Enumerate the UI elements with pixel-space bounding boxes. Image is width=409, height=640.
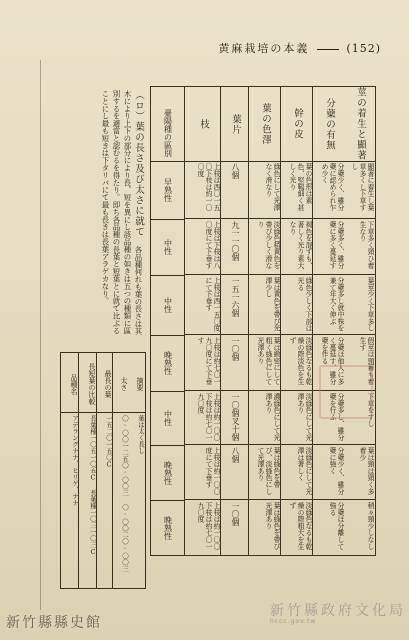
watermark-archive-label: 新竹縣縣史館 [6,615,102,631]
table-cell: 一〇個 [231,502,240,526]
watermark-logo [270,600,409,634]
table-cell: 淡綠色なるも乾燥の際粗大を生ず [288,502,312,550]
table-column [220,87,249,555]
column-head: 枝 [185,87,221,162]
table-column [345,87,375,555]
table-cell: 顯著に着生し葉草多くし下草すし [345,161,375,219]
column-head: 品種名 [61,353,79,413]
column-head: 長短葉の比較 [79,353,97,413]
section-title: （ロ）葉の長さ及び太さに就て [133,90,144,237]
variety-class-column [150,87,185,555]
table-cell: 濃綠色にして光澤あり [249,391,281,445]
table-cell: 葉は黄色を帶び光澤少し [249,275,281,335]
table-cell: 一五二〇一五〇C [105,415,113,469]
table-column [248,87,281,555]
table-cell: 上枝は約一〇〇度にて下垂す [185,445,221,500]
table-column [112,353,129,588]
table-cell: 分蘗少く、雖分蘗に強く [313,445,345,500]
table-cell: 分蘗ほ分離して強る [328,502,344,550]
table-cell: 八個 [221,161,249,219]
column-head: 最長の葉 [97,353,113,413]
table-cell: 〇·〇〇一二五〇·〇〇三 〇·〇〇二〇·〇〇三 [121,415,129,572]
table-cell: 淡綠色にして光澤は著しく [281,445,313,500]
paragraph: 各品種何れも葉の長さは其木により上下の部分により長、短を異にし該品種の如きは五つの種類に區別するを適當と認むるを得たり。即ち各品種の長葉と短葉とに就て比ぶることにし最も短きは下タリバにて最も長きは長葉アラゲカなり。 [101,90,143,335]
table-cell: 葉は頸は頸く多着少 [345,445,375,500]
table-cell: 分蘗少く、雖分蘗に認められ乍め少く [313,161,345,219]
table-column [280,87,313,555]
table-cell: 下草をすし [345,391,375,445]
variety-class: 中性 [151,391,185,446]
variety-class: 晚熟性 [151,445,185,501]
table-cell: 九一一〇個 [221,219,249,275]
table-cell: 上枝は約一〇〇下枝は約七〇一九〇度 [196,502,220,550]
table-column [60,353,79,588]
table-cell: 上枝は約七〇一九〇度にて下垂す [185,335,221,391]
variety-comparison-table [150,86,376,556]
left-margin-rule [40,60,41,610]
table-cell: 分蘗多し、雖分蘗を行ふ [313,391,345,445]
table-cell: 一〇個 [221,335,249,391]
variety-class: 中性 [151,275,185,336]
table-cell: 下草多く頸ひ着生なり [345,219,375,275]
table-column [312,87,345,555]
column-head: 葉の色澤 [249,87,281,162]
table-cell: アデラングナナ、ヒリゲ、ナナ [71,415,79,506]
header-title: 黄麻栽培の本義 [218,42,310,55]
table-cell: 葉の色形は素色、堅靱細く甚しく光り [281,161,313,219]
table-cell: 綠色にして光澤なく滑なり [249,161,281,219]
leaf-size-table [60,352,146,589]
variety-class: 晚熟性 [163,515,173,540]
header-rule [317,49,339,50]
table-cell: 上枝は西一五〇度にて下垂す [185,275,221,335]
library-stamp [319,365,373,419]
table-cell: 稍々頸少しなし [366,502,374,550]
table-cell: 上枝は約一〇〇下枝は約七〇一九〇度 [185,391,221,445]
table-cell: 八個 [221,445,249,500]
variety-class-head: 臺陽種の區別 [163,109,173,157]
column-head: 分蘗の有無 [313,87,345,162]
table-cell: 淡綠色稍黄色を帶び少しく滑なり [249,219,281,275]
table-cell: 分蘗多し就中株を兼て年大く伸ぶ [313,275,345,335]
table-column [78,353,97,588]
table-cell: 淡綠色にして光澤あり [281,391,313,445]
table-cell: 葉は太く長し [137,415,145,454]
watermark-logo-text: 新竹縣政府文化局 [270,603,406,619]
table-cell: 一〇個叉十個 [221,391,249,445]
table-cell: 分蘗ほ他人に多く蔓延す、雖分蘗を作る [313,335,345,391]
table-cell: 一五一六個 [221,275,249,335]
table-cell: 葉は綠色を帶び光澤あり [264,502,280,550]
page-number: (152) [346,42,381,55]
table-cell: 綠色少しく下部は光る [281,275,313,335]
column-head [151,87,185,162]
table-column [184,87,221,555]
table-cell: 淡綠色なるも乾燥の際淡色を生ず [281,335,313,391]
watermark-url: hccc.gov.tw [270,618,317,625]
variety-class: 中性 [151,219,185,276]
body-text [60,90,144,335]
column-head: 莖の着生と顯著 [345,87,375,162]
column-head: 太さ [113,353,129,413]
column-head: 摘要 [129,353,145,413]
table-cell: 葉莖少く下草多し [345,275,375,335]
table-column [129,353,145,588]
page-header [218,40,381,60]
column-head: 幹の皮 [281,87,313,162]
table-cell: 長葉種一〇五一〇五C 長葉種一〇三一〇三C [89,415,97,556]
variety-class: 晚熟性 [151,335,185,392]
table-cell: 葉は緻密にして粗く綠色にして光澤あり [249,335,281,391]
table-cell: 分蘗多く、雖分蘗に多く蔓延す [313,219,345,275]
table-cell: 葉は綠色を帶び、淡綠色にして光澤あり [249,445,281,500]
table-cell: 假莖は頸蓄も着生す [345,335,375,391]
table-cell: 上枝は下枝は八〇度にて下垂す [185,219,221,275]
table-cell: 上枝は西〇一五〇下枝は約一〇〇度 [185,161,221,219]
table-cell: 褐色を混すも、著しく光り素大なり [281,219,313,275]
column-head: 葉片 [221,87,249,162]
table-column [96,353,113,588]
variety-class: 早熟性 [151,161,185,220]
